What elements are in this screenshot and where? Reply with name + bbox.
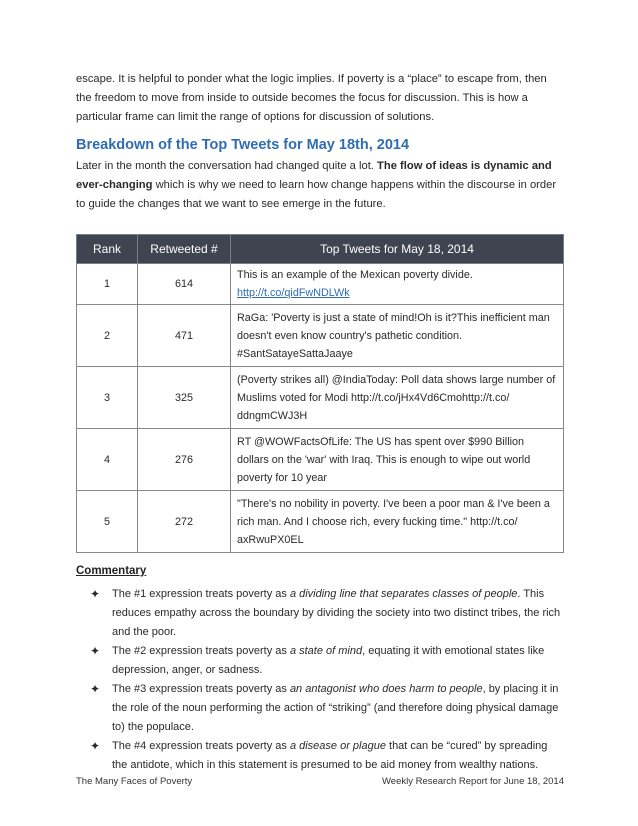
item-text: , by placing it in the role of the noun performing the action of “striking” (and therefore doing physical damage to) the populace. (112, 683, 559, 733)
retweets-cell: 272 (138, 491, 231, 553)
item-text: The #2 expression treats poverty as (112, 645, 290, 657)
table-row (77, 367, 564, 429)
section-paragraph-start: Later in the month the conversation had changed quite a lot. (76, 160, 378, 172)
commentary-list (76, 585, 564, 775)
tweet-cell: RT @WOWFactsOfLife: The US has spent over $990 Billion dollars on the 'war' with Iraq. This is enough to wipe out world poverty for 10 year (231, 429, 564, 491)
star-bullet-icon: ✦ (90, 739, 101, 753)
retweets-cell: 471 (138, 305, 231, 367)
item-text: The #1 expression treats poverty as (112, 588, 290, 600)
rank-cell: 3 (77, 367, 138, 429)
section-heading: Breakdown of the Top Tweets for May 18th, 2014 (76, 137, 410, 153)
table-row (77, 264, 564, 305)
table-header-row (77, 235, 564, 264)
commentary-title: Commentary (76, 565, 147, 577)
table-row (77, 305, 564, 367)
list-item (90, 642, 564, 680)
item-emphasis: a disease or plague (289, 740, 386, 752)
rank-cell: 4 (77, 429, 138, 491)
star-bullet-icon: ✦ (90, 587, 101, 601)
footer-right: Weekly Research Report for June 18, 2014 (381, 776, 564, 787)
item-text: The #3 expression treats poverty as (112, 683, 290, 695)
item-text: , equating it with emotional states like depression, anger, or sadness. (112, 645, 545, 676)
footer-left: The Many Faces of Poverty (76, 776, 193, 787)
page-content (76, 70, 564, 775)
item-text: The #4 expression treats poverty as (112, 740, 290, 752)
item-emphasis: a state of mind (289, 645, 363, 657)
table-row (77, 429, 564, 491)
section-paragraph-bold: The flow of ideas is dynamic and ever-changing (76, 160, 552, 191)
retweets-cell: 614 (138, 264, 231, 305)
tweet-cell: RaGa: 'Poverty is just a state of mind!Oh is it?This inefficient man doesn't even know country's pathetic condition. #SantSatayeSattaJaaye (231, 305, 564, 367)
list-item (90, 680, 564, 737)
list-item (90, 737, 564, 775)
item-text: . This reduces empathy across the boundary by dividing the society into two distinct tribes, the rich and the poor. (112, 588, 561, 638)
header-top-tweets: Top Tweets for May 18, 2014 (231, 235, 564, 264)
list-item (90, 585, 564, 642)
item-text: that can be “cured” by spreading the antidote, which in this statement is presumed to be aid money from wealthy nations. (112, 740, 548, 771)
tweet-cell (231, 264, 564, 305)
item-emphasis: a dividing line that separates classes of people (289, 588, 518, 600)
tweet-cell: (Poverty strikes all) @IndiaToday: Poll data shows large number of Muslims voted for Modi http://t.co/jHx4Vd6Cmohttp://t.co/ ddngmCWJ3H (231, 367, 564, 429)
tweet-cell: "There's no nobility in poverty. I've been a poor man & I've been a rich man. And I choose rich, every fucking time." http://t.co/ axRwuPX0EL (231, 491, 564, 553)
item-emphasis: an antagonist who does harm to people (289, 683, 483, 695)
section-paragraph (76, 157, 564, 214)
retweets-cell: 276 (138, 429, 231, 491)
star-bullet-icon: ✦ (90, 682, 101, 696)
top-tweets-table (76, 234, 564, 553)
rank-cell: 1 (77, 264, 138, 305)
header-retweeted: Retweeted # (138, 235, 231, 264)
intro-paragraph: escape. It is helpful to ponder what the logic implies. If poverty is a “place” to escape from, then the freedom to move from inside to outside becomes the focus for discussion. This is how a particular frame can limit the range of options for discussion of solutions. (76, 73, 547, 123)
tweet-link[interactable]: http://t.co/qidFwNDLWk (237, 287, 350, 299)
rank-cell: 5 (77, 491, 138, 553)
rank-cell: 2 (77, 305, 138, 367)
section-paragraph-end: which is why we need to learn how change happens within the discourse in order to guide the changes that we want to see emerge in the future. (76, 179, 557, 210)
tweet-text: This is an example of the Mexican poverty divide. (237, 269, 473, 281)
header-rank: Rank (77, 235, 138, 264)
table-row (77, 491, 564, 553)
page-footer (76, 776, 564, 787)
star-bullet-icon: ✦ (90, 644, 101, 658)
retweets-cell: 325 (138, 367, 231, 429)
